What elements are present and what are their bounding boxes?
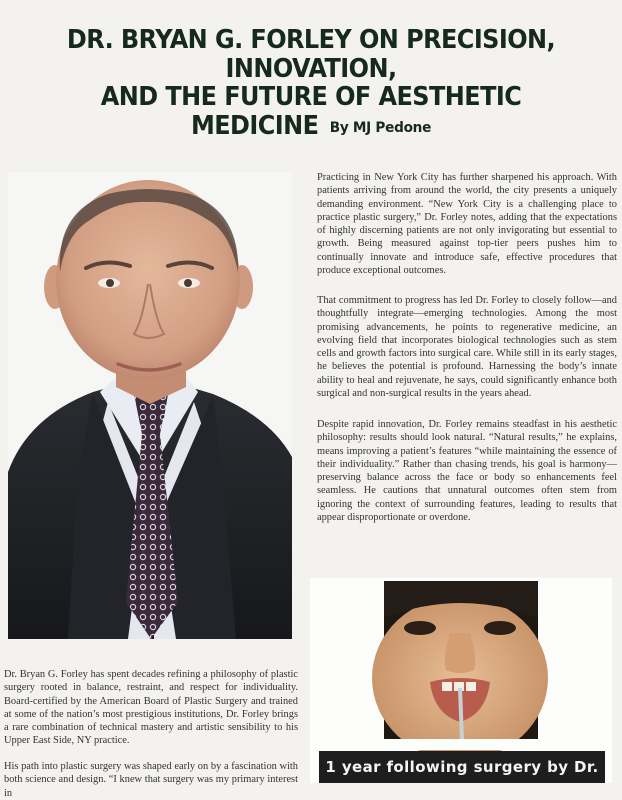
portrait-photo <box>8 172 292 639</box>
portrait-illustration <box>8 172 292 639</box>
left-paragraph-2: His path into plastic surgery was shaped early on by a fascination with both science and design. “I knew that surgery was my primary interest in <box>4 761 298 799</box>
article-title <box>37 26 584 142</box>
side-photo-caption: 1 year following surgery by Dr. <box>319 751 605 783</box>
title-line-2: INNOVATION, <box>225 53 397 84</box>
title-line-3: AND THE FUTURE OF AESTHETIC <box>100 82 522 112</box>
left-paragraph-1: Dr. Bryan G. Forley has spent decades refining a philosophy of plastic surgery rooted in balance, restraint, and respect for individuality. Board-certified by the American Board of Plastic Surgery and trained at some of the nation’s most prestigious institutions, Dr. Forley brings a rare combination of technical mastery and artistic sensibility to his Upper East Side, NY practice. <box>4 669 298 747</box>
right-paragraph-1: Practicing in New York City has further sharpened his approach. With patients arriving from around the world, the city presents a uniquely demanding environment. “New York City is a challenging place to practice plastic surgery,” Dr. Forley notes, adding that the expectations of highly discerning patients are not only invigorating but essential to growth. Being measured against top-tier peers pushes him to continually innovate and introduce safe, effective procedures that produce exceptional outcomes. <box>317 172 617 277</box>
right-paragraph-3: Despite rapid innovation, Dr. Forley remains steadfast in his aesthetic philosophy: results should look natural. “Natural results,” he explains, means improving a patient’s features “while maintaining the essence of their individuality.” Rather than chasing trends, his goal is harmony—preserving balance across the face or body so enhancements feel seamless. He cautions that unnatural outcomes often stem from ignoring the context of surrounding features, leading to results that appear disproportionate or overdone. <box>317 419 617 524</box>
right-paragraph-2: That commitment to progress has led Dr. Forley to closely follow—and thoughtfully integrate—emerging technologies. Among the most promising advancements, he points to regenerative medicine, an evolving field that incorporates biological technologies such as stem cells and growth factors into surgical care. While still in its early stages, he believes the potential is profound. Harnessing the body’s innate ability to heal and rejuvenate, he says, could significantly enhance both surgical and non-surgical results in the years ahead. <box>317 295 617 400</box>
title-line-4-text: MEDICINE <box>190 110 319 141</box>
title-line-4 <box>37 112 584 143</box>
before-after-photo <box>310 578 612 783</box>
title-line-1: DR. BRYAN G. FORLEY ON PRECISION, <box>66 25 556 55</box>
byline: By MJ Pedone <box>329 119 432 136</box>
